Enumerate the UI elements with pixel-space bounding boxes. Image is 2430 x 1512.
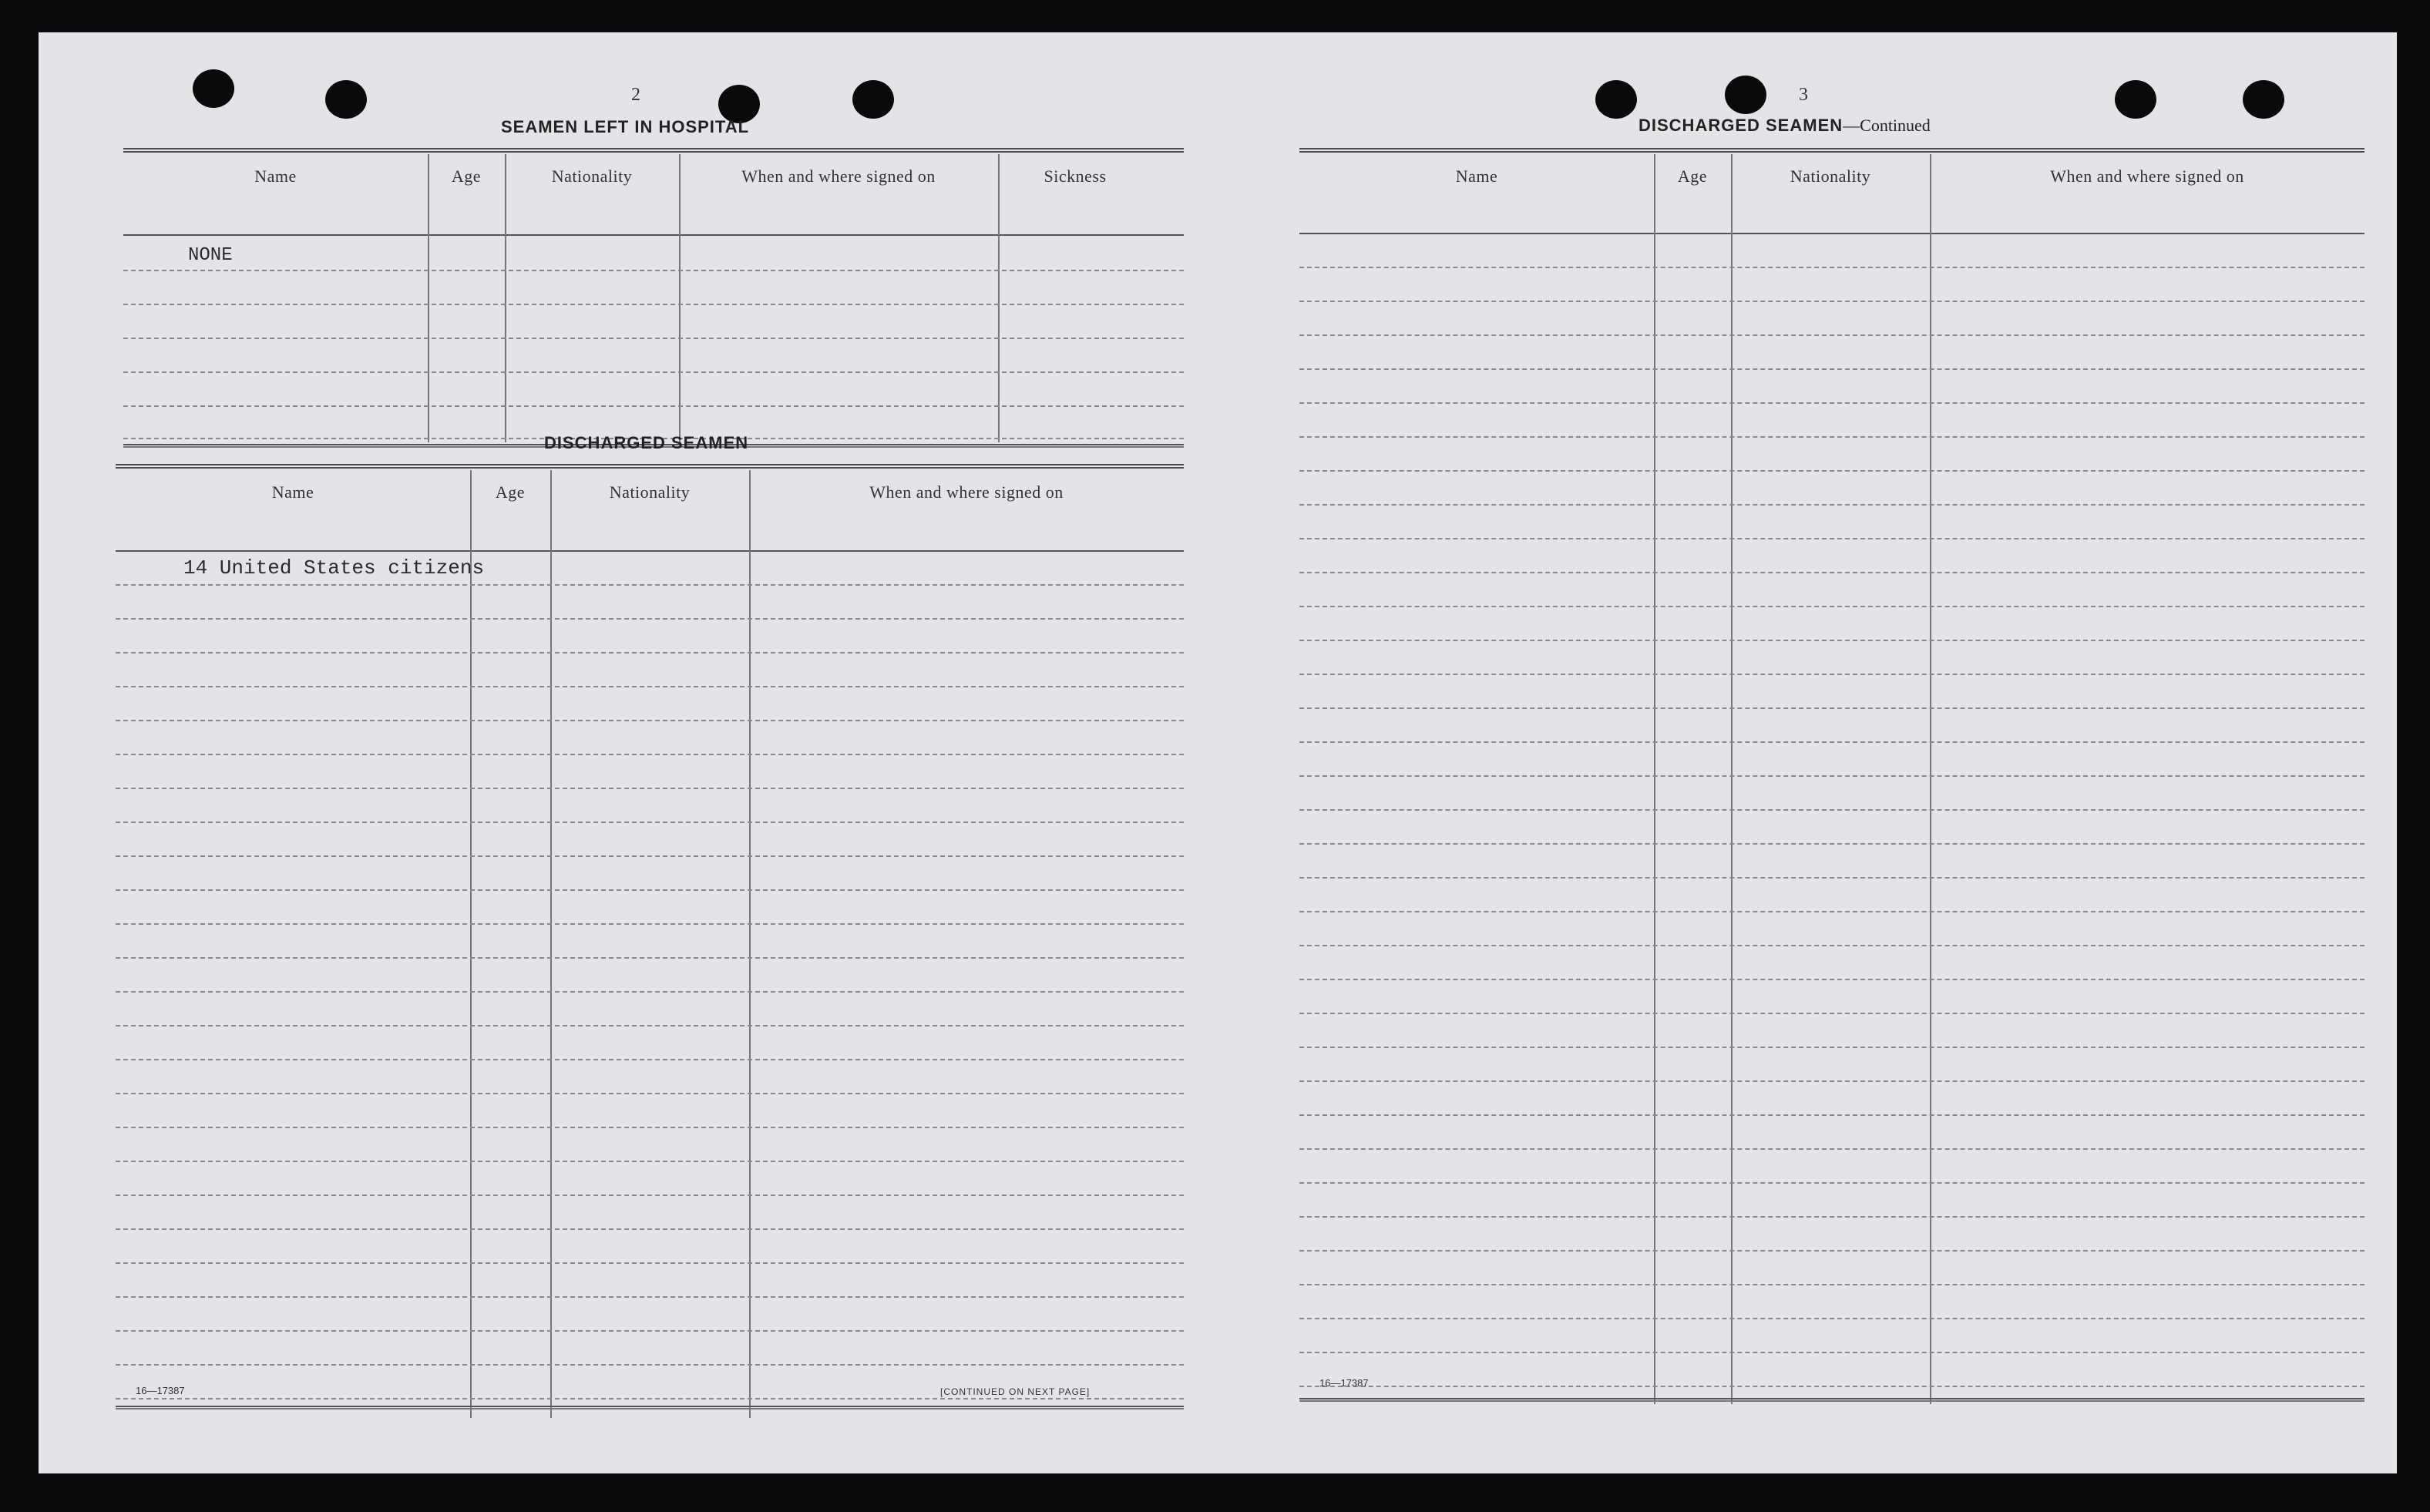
column-header-sickness: Sickness xyxy=(1044,166,1107,186)
column-header-name: Name xyxy=(1455,166,1498,186)
column-header-age: Age xyxy=(1677,166,1708,186)
continued-note: [CONTINUED ON NEXT PAGE] xyxy=(940,1386,1091,1397)
punch-hole xyxy=(2115,80,2156,119)
punch-hole xyxy=(325,80,367,119)
column-header-age: Age xyxy=(495,482,526,502)
discharged-table-left xyxy=(116,464,1184,1423)
column-header-signed-on: When and where signed on xyxy=(869,482,1064,502)
column-header-nationality: Nationality xyxy=(551,166,633,186)
form-code-right: 16—17387 xyxy=(1319,1377,1369,1389)
hospital-entry-text: NONE xyxy=(188,245,233,266)
column-header-name: Name xyxy=(254,166,297,186)
page-number-left: 2 xyxy=(631,85,640,105)
column-header-signed-on: When and where signed on xyxy=(2050,166,2244,186)
discharged-section-title: DISCHARGED SEAMEN xyxy=(544,433,749,452)
discharged-continued-title xyxy=(1638,116,1931,136)
discharged-entry-text: 14 United States citizens xyxy=(183,556,485,580)
column-header-nationality: Nationality xyxy=(609,482,691,502)
column-header-name: Name xyxy=(271,482,314,502)
continued-suffix: —Continued xyxy=(1843,116,1931,135)
punch-hole xyxy=(1725,76,1766,114)
punch-hole xyxy=(193,69,234,108)
punch-hole xyxy=(2243,80,2284,119)
hospital-section-title: SEAMEN LEFT IN HOSPITAL xyxy=(501,117,750,136)
document-sheet xyxy=(39,32,2397,1473)
column-header-age: Age xyxy=(451,166,482,186)
hospital-table xyxy=(123,148,1184,449)
form-code-left: 16—17387 xyxy=(136,1385,185,1396)
column-header-nationality: Nationality xyxy=(1790,166,1871,186)
punch-hole xyxy=(1595,80,1637,119)
page-number-right: 3 xyxy=(1799,85,1808,105)
punch-hole xyxy=(852,80,894,119)
discharged-table-right xyxy=(1299,148,2364,1412)
discharged-continued-title-main: DISCHARGED SEAMEN xyxy=(1638,116,1844,135)
column-header-signed-on: When and where signed on xyxy=(741,166,936,186)
